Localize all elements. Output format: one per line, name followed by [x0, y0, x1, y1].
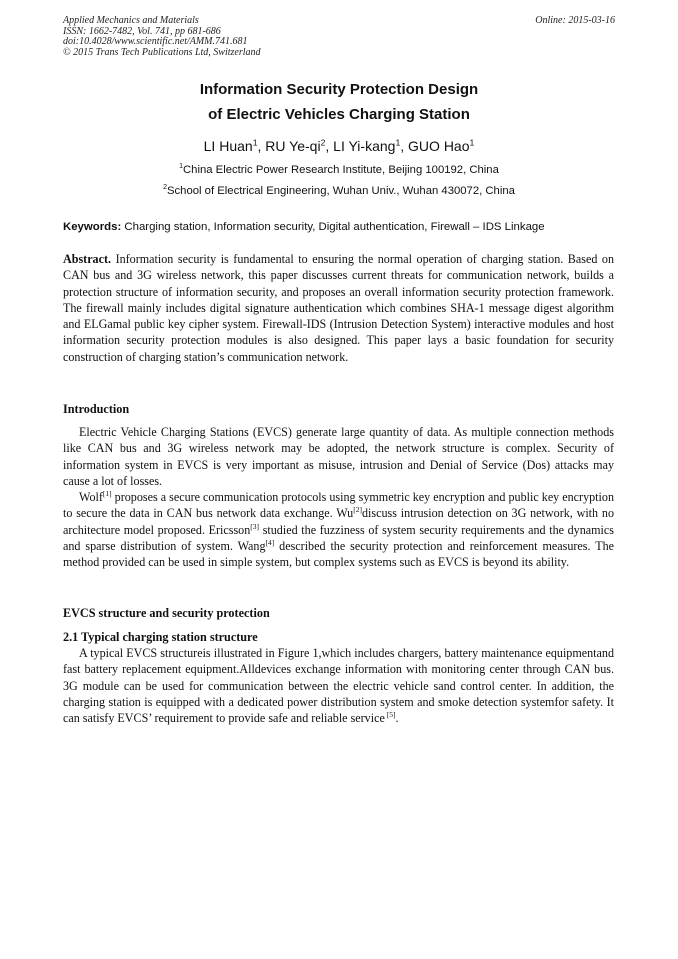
text-run: described the security protection and reinforcement measures. The method provided can be used in simple system, but complex systems such as EVCS is beyond its ability. [63, 538, 615, 570]
citation-4[interactable]: [4] [265, 537, 275, 547]
author-affiliation-mark: 1 [395, 137, 401, 148]
author-separator: , [325, 138, 334, 154]
subsection-heading-2-1: 2.1 Typical charging station structure [63, 630, 258, 644]
citation-3[interactable]: [3] [250, 521, 260, 531]
intro-paragraph-2 [63, 489, 614, 570]
author-separator: , [257, 138, 266, 154]
text-run: Wolf [79, 490, 103, 504]
text-run: proposes a secure communication protocols using symmetric key encryption and public key encryption to secure the data in CAN bus network data exchange. Wu [63, 490, 614, 521]
affiliation-1 [0, 164, 678, 176]
journal-name: Applied Mechanics and Materials [63, 15, 199, 26]
affiliation-mark: 2 [163, 184, 167, 192]
intro-paragraph-1: Electric Vehicle Charging Stations (EVCS) generate large quantity of data. As multiple connection methods like CAN bus and 3G wireless network may be adopted, the network structure is complex. Security of information system in EVCS is very important as misuse, intrusion and Denial of Service (Dos) attacks may cause a lot of losses. [63, 425, 614, 488]
keywords-label: Keywords: [63, 221, 122, 233]
abstract [63, 251, 614, 365]
affiliation-2 [0, 185, 678, 197]
author-affiliation-mark: 2 [320, 137, 326, 148]
text-run: . [395, 711, 399, 726]
text-run: A typical EVCS structureis illustrated in Figure 1,which includes chargers, battery maintenance equipmentand fast battery replacement equipment.Alldevices exchange information with monitoring center through CAN bus. 3G module can be used for communication between the electric vehicle sand control center. In addition, the charging station is equipped with a dedicated power distribution system and smoke detection systemfor safety. It can satisfy EVCS’ requirement to provide safe and reliable service [63, 646, 614, 726]
paper-title-line-2: of Electric Vehicles Charging Station [208, 106, 470, 123]
journal-header [63, 16, 615, 58]
section-heading-introduction: Introduction [63, 402, 130, 416]
affiliation-text: China Electric Power Research Institute, Beijing 100192, China [183, 164, 499, 176]
affiliation-text: School of Electrical Engineering, Wuhan Univ., Wuhan 430072, China [167, 185, 515, 197]
author-affiliation-mark: 1 [469, 137, 475, 148]
author-name: LI Huan [203, 138, 253, 154]
author-name: RU Ye-qi [265, 138, 321, 154]
author-name: LI Yi-kang [333, 138, 396, 154]
section2-paragraph [63, 645, 614, 726]
online-date: Online: 2015-03-16 [535, 15, 615, 26]
citation-1[interactable]: [1] [102, 488, 112, 498]
journal-doi[interactable]: doi:10.4028/www.scientific.net/AMM.741.681 [63, 36, 248, 47]
affiliation-mark: 1 [179, 163, 184, 171]
text-run: studied the fuzziness of system security requirements and the dynamics and sparse distribution of system. Wang [63, 522, 614, 553]
citation-2[interactable]: [2] [353, 505, 362, 515]
abstract-text: Information security is fundamental to ensuring the normal operation of charging station. Based on CAN bus and 3G wireless network, this paper discusses current threats for communication network, builds a protection structure of information security, and proposes an overall information security protection framework. The firewall mainly includes digital signature authentication which combines SHA-1 message digest algorithm and ELGamal public key cipher system. Firewall-IDS (Intrusion Detection System) interactive modules and host information security protection modules is also designed. This paper lays a basic foundation for security construction of charging station’s communication network. [63, 252, 614, 364]
section-heading-evcs-structure: EVCS structure and security protection [63, 606, 270, 620]
author-separator: , [400, 138, 409, 154]
journal-copyright: © 2015 Trans Tech Publications Ltd, Switzerland [63, 46, 261, 58]
author-name: GUO Hao [408, 138, 470, 154]
paper-title-line-1: Information Security Protection Design [199, 81, 479, 98]
author-affiliation-mark: 1 [252, 137, 258, 148]
journal-issn: ISSN: 1662-7482, Vol. 741, pp 681-686 [63, 25, 221, 37]
abstract-label: Abstract. [63, 252, 112, 266]
citation-5[interactable]: [5] [384, 710, 396, 720]
author-list [0, 138, 678, 154]
text-run: discuss intrusion detection on 3G network, with no architecture model proposed. Ericsson [63, 506, 614, 537]
keywords [63, 221, 623, 233]
keywords-text: Charging station, Information security, Digital authentication, Firewall – IDS Linkage [121, 221, 545, 233]
